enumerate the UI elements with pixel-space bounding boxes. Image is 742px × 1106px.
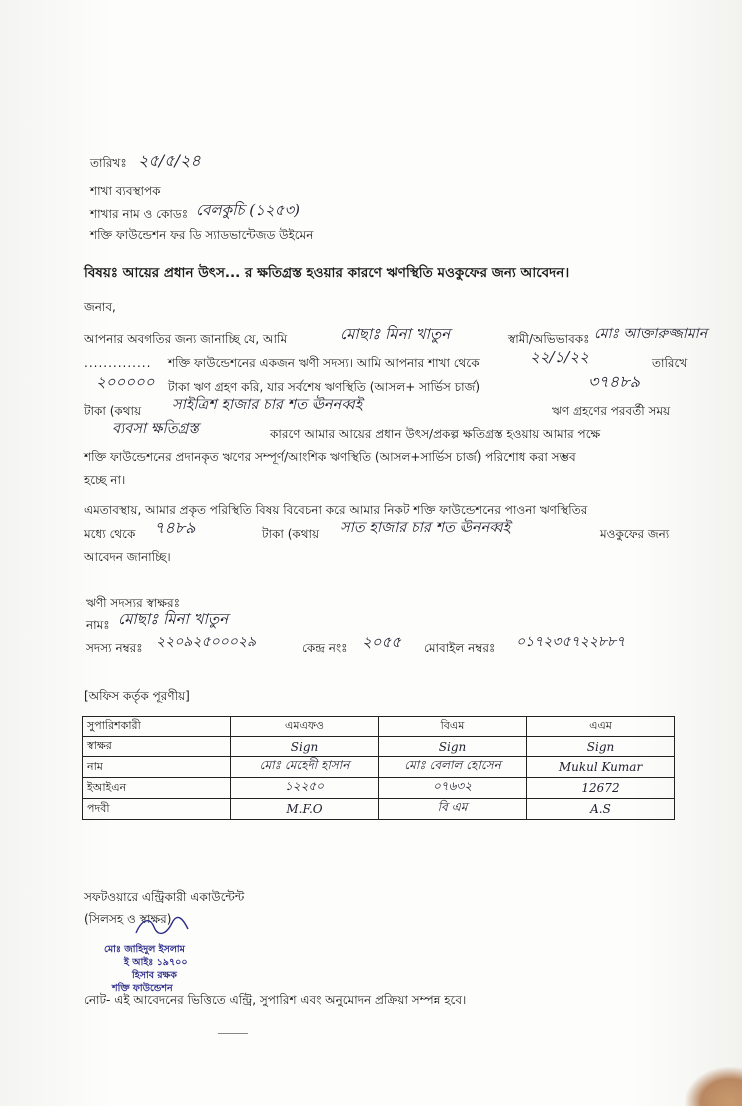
body-text: কারণে আমার আয়ের প্রধান উৎস/প্রকল্প ক্ষতিগ্রস্ত হওয়ায় আমার পক্ষে — [270, 427, 601, 441]
recommendation-table — [82, 716, 675, 820]
mobile-number: ০১৭২৩৫৭২২৮৮৭ — [516, 634, 626, 650]
stamp-role: হিসাব রক্ষক — [132, 970, 177, 981]
branch-value: বেলকুচি (১২৫৩) — [196, 201, 300, 219]
table-cell: A.S — [527, 799, 675, 820]
office-use-label: [অফিস কর্তৃক পূরণীয়] — [84, 689, 190, 703]
borrower-name-label: নামঃ — [86, 618, 110, 632]
entry-accountant-sub: (সিলসহ ও স্বাক্ষর) — [84, 912, 172, 926]
row-label: স্বাক্ষর — [83, 737, 231, 757]
center-number-label: কেন্দ্র নংঃ — [302, 641, 348, 655]
signature-cell: Sign — [231, 737, 379, 757]
footer-note: নোট- এই আবেদনের ভিত্তিতে এন্ট্রি, সুপারিশ এবং অনুমোদন প্রক্রিয়া সম্পন্ন হবে। — [84, 993, 467, 1007]
row-label: নাম — [83, 757, 231, 778]
body-text: তারিখে — [652, 356, 688, 370]
table-cell: Mukul Kumar — [527, 757, 675, 778]
waiver-in-words: সাত হাজার চার শত ঊননব্বই — [340, 520, 511, 536]
stamp-org: শক্তি ফাউন্ডেশন — [112, 983, 173, 994]
loan-amount: ২০০০০০ — [96, 373, 155, 391]
accountant-signature-icon — [132, 915, 192, 939]
body-text: আবেদন জানাচ্ছি। — [84, 550, 171, 564]
branch-label: শাখার নাম ও কোডঃ — [90, 207, 189, 221]
member-number-label: সদস্য নম্বরঃ — [86, 641, 143, 655]
entry-accountant-title: সফটওয়ারে এন্ট্রিকারী একাউন্টেন্ট — [84, 890, 245, 904]
table-header: বিএম — [379, 717, 527, 737]
table-cell: M.F.O — [231, 799, 379, 820]
table-header-row — [83, 717, 675, 737]
table-row — [83, 799, 675, 820]
waiver-amount: ৭৪৮৯ — [154, 518, 196, 537]
stamp-ein: ই আইঃ ১৯৭০০ — [124, 957, 188, 968]
body-text: টাকা (কথায় — [262, 527, 320, 541]
finger-shadow — [684, 1066, 742, 1106]
mobile-number-label: মোবাইল নম্বরঃ — [424, 641, 496, 655]
accountant-stamp — [82, 915, 262, 1005]
body-text: ঋণ গ্রহণের পরবর্তী সময় — [552, 404, 671, 418]
table-row — [83, 737, 675, 757]
salutation: জনাব, — [84, 300, 116, 314]
center-number: ২০৫৫ — [362, 633, 401, 651]
body-text: শক্তি ফাউন্ডেশনের একজন ঋণী সদস্য। আমি আপনার শাখা থেকে — [168, 356, 480, 370]
body-text: হচ্ছে না। — [84, 473, 126, 487]
fold-mark — [218, 1033, 248, 1034]
table-cell: মোঃ বেলাল হোসেন — [379, 757, 527, 778]
guardian-label: স্বামী/অভিভাবকঃ — [508, 332, 590, 346]
table-cell: বি এম — [379, 799, 527, 820]
body-text: এমতাবস্থায়, আমার প্রকৃত পরিস্থিতি বিষয় বিবেচনা করে আমার নিকট শক্তি ফাউন্ডেশনের পাওনা ঋণস্থিতির — [84, 503, 588, 517]
body-text: মধ্যে থেকে — [84, 527, 136, 541]
balance-in-words: সাইত্রিশ হাজার চার শত ঊননব্বই — [172, 397, 363, 413]
table-row — [83, 778, 675, 799]
addressee-title: শাখা ব্যবস্থাপক — [90, 184, 161, 198]
loan-date: ২২/১/২২ — [530, 348, 589, 366]
body-text: মওকুফের জন্য — [600, 527, 670, 541]
table-cell: মোঃ মেহেদী হাসান — [231, 757, 379, 778]
org-name: শক্তি ফাউন্ডেশন ফর ডি স্যাডভান্টেজড উইমেন — [90, 228, 314, 242]
table-header: এমএফও — [231, 717, 379, 737]
body-text: আপনার অবগতির জন্য জানাচ্ছি যে, আমি — [84, 332, 288, 346]
blank-dots: .............. — [84, 356, 152, 370]
member-number: ২২০৯২৫০০০২৯ — [156, 634, 257, 650]
date-value: ২৫/৫/২৪ — [138, 151, 201, 170]
row-label: ইআইএন — [83, 778, 231, 799]
loss-cause: ব্যবসা ক্ষতিগ্রস্ত — [112, 421, 199, 437]
date-label: তারিখঃ — [90, 156, 127, 170]
row-label: পদবী — [83, 799, 231, 820]
body-text: টাকা ঋণ গ্রহণ করি, যার সর্বশেষ ঋণস্থিতি (আসল+ সার্ভিস চার্জ) — [168, 380, 481, 394]
stamp-name: মোঃ জাহিদুল ইসলাম — [104, 944, 185, 955]
table-header: এএম — [527, 717, 675, 737]
table-header: সুপারিশকারী — [83, 717, 231, 737]
balance-amount: ৩৭৪৮৯ — [588, 372, 640, 391]
signature-cell: Sign — [379, 737, 527, 757]
table-cell: 12672 — [527, 778, 675, 799]
table-cell: ০৭৬৩২ — [379, 778, 527, 799]
table-row — [83, 757, 675, 778]
borrower-signature-label: ঋণী সদস্যর স্বাক্ষরঃ — [86, 596, 180, 610]
applicant-name: মোছাঃ মিনা খাতুন — [340, 325, 451, 343]
body-text: শক্তি ফাউন্ডেশনের প্রদানকৃত ঋণের সম্পূর্ণ/আংশিক ঋণস্থিতি (আসল+সার্ভিস চার্জ) পরিশোধ করা সম্ভব — [84, 450, 576, 464]
borrower-name: মোছাঃ মিনা খাতুন — [118, 610, 229, 628]
body-text: টাকা (কথায় — [84, 404, 142, 418]
subject-line: বিষয়ঃ আয়ের প্রধান উৎস... র ক্ষতিগ্রস্ত হওয়ার কারণে ঋণস্থিতি মওকুফের জন্য আবেদন। — [84, 265, 570, 281]
signature-cell: Sign — [527, 737, 675, 757]
guardian-name: মোঃ আক্তারুজ্জামান — [594, 326, 708, 342]
table-cell: ১২২৫০ — [231, 778, 379, 799]
